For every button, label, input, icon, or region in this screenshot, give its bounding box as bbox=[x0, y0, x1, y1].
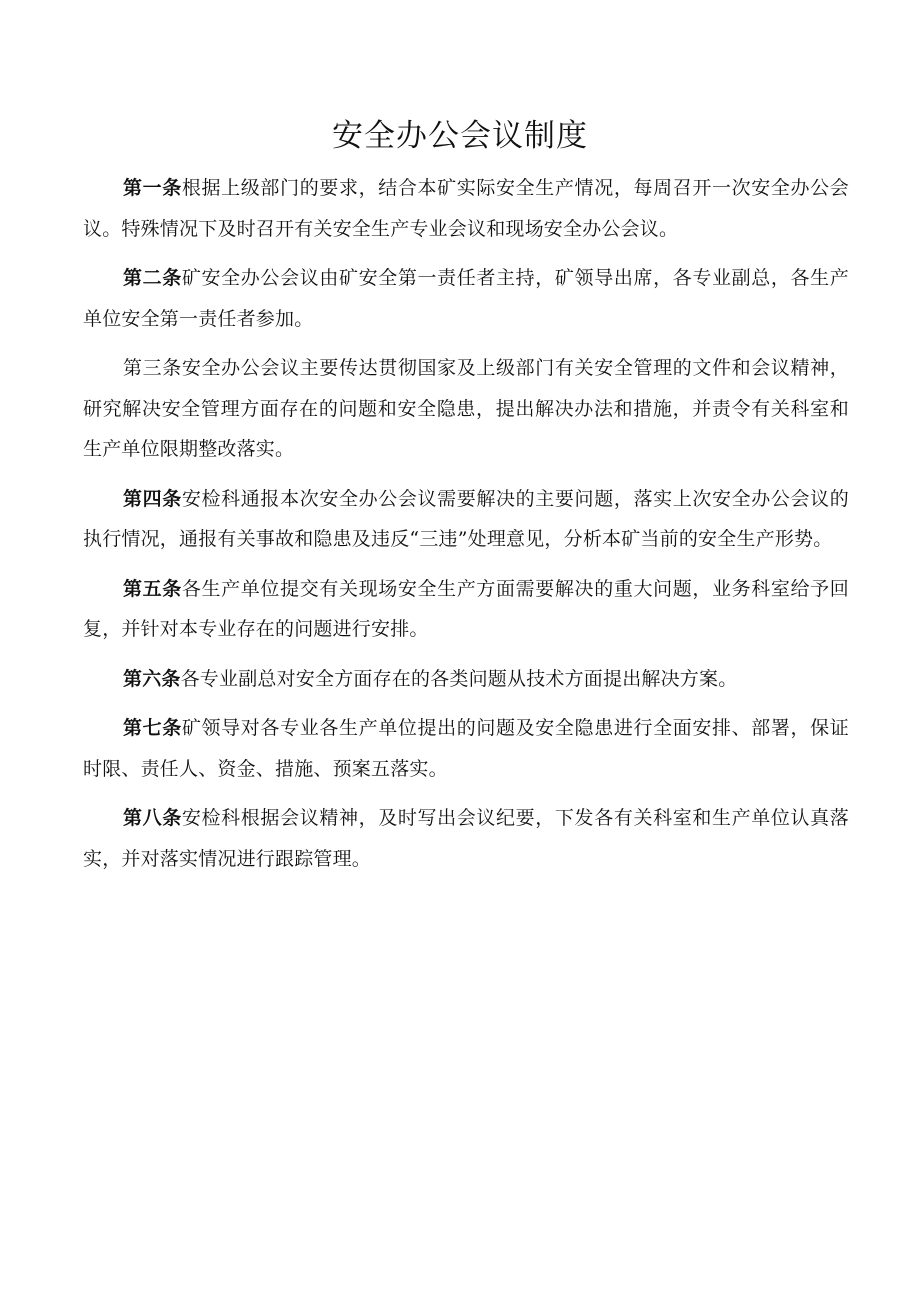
article-6 bbox=[83, 659, 849, 700]
article-label: 第一条 bbox=[123, 177, 182, 199]
article-text: 各生产单位提交有关现场安全生产方面需要解决的重大问题，业务科室给予回复，并针对本专业存在的问题进行安排。 bbox=[83, 577, 849, 640]
article-label: 第六条 bbox=[123, 667, 181, 690]
document-title: 安全办公会议制度 bbox=[332, 118, 588, 154]
article-text: 矿领导对各专业各生产单位提出的问题及安全隐患进行全面安排、部署，保证时限、责任人、资金、措施、预案五落实。 bbox=[83, 717, 849, 780]
document-body bbox=[83, 168, 849, 888]
article-4 bbox=[83, 479, 849, 560]
article-label: 第四条 bbox=[123, 487, 182, 510]
article-label: 第八条 bbox=[123, 807, 182, 829]
article-2 bbox=[83, 258, 849, 339]
article-text: 安全办公会议主要传达贯彻国家及上级部门有关安全管理的文件和会议精神，研究解决安全管理方面存在的问题和安全隐患，提出解决办法和措施，并责令有关科室和生产单位限期整改落实。 bbox=[83, 357, 849, 460]
article-label: 第七条 bbox=[123, 717, 182, 739]
article-text: 根据上级部门的要求，结合本矿实际安全生产情况，每周召开一次安全办公会议。特殊情况下及时召开有关安全生产专业会议和现场安全办公会议。 bbox=[83, 177, 849, 240]
article-1 bbox=[83, 168, 849, 249]
article-label: 第三条 bbox=[123, 357, 182, 379]
article-text: 安检科通报本次安全办公会议需要解决的主要问题，落实上次安全办公会议的执行情况，通报有关事故和隐患及违反“三违”处理意见，分析本矿当前的安全生产形势。 bbox=[83, 487, 849, 550]
article-7 bbox=[83, 708, 849, 789]
article-5 bbox=[83, 569, 849, 650]
article-text: 矿安全办公会议由矿安全第一责任者主持，矿领导出席，各专业副总，各生产单位安全第一责任者参加。 bbox=[83, 267, 849, 330]
article-text: 安检科根据会议精神，及时写出会议纪要，下发各有关科室和生产单位认真落实，并对落实情况进行跟踪管理。 bbox=[83, 807, 849, 870]
article-label: 第五条 bbox=[123, 577, 182, 600]
article-text: 各专业副总对安全方面存在的各类问题从技术方面提出解决方案。 bbox=[180, 667, 738, 690]
article-label: 第二条 bbox=[123, 267, 182, 289]
article-3 bbox=[83, 348, 849, 470]
article-8 bbox=[83, 798, 849, 879]
